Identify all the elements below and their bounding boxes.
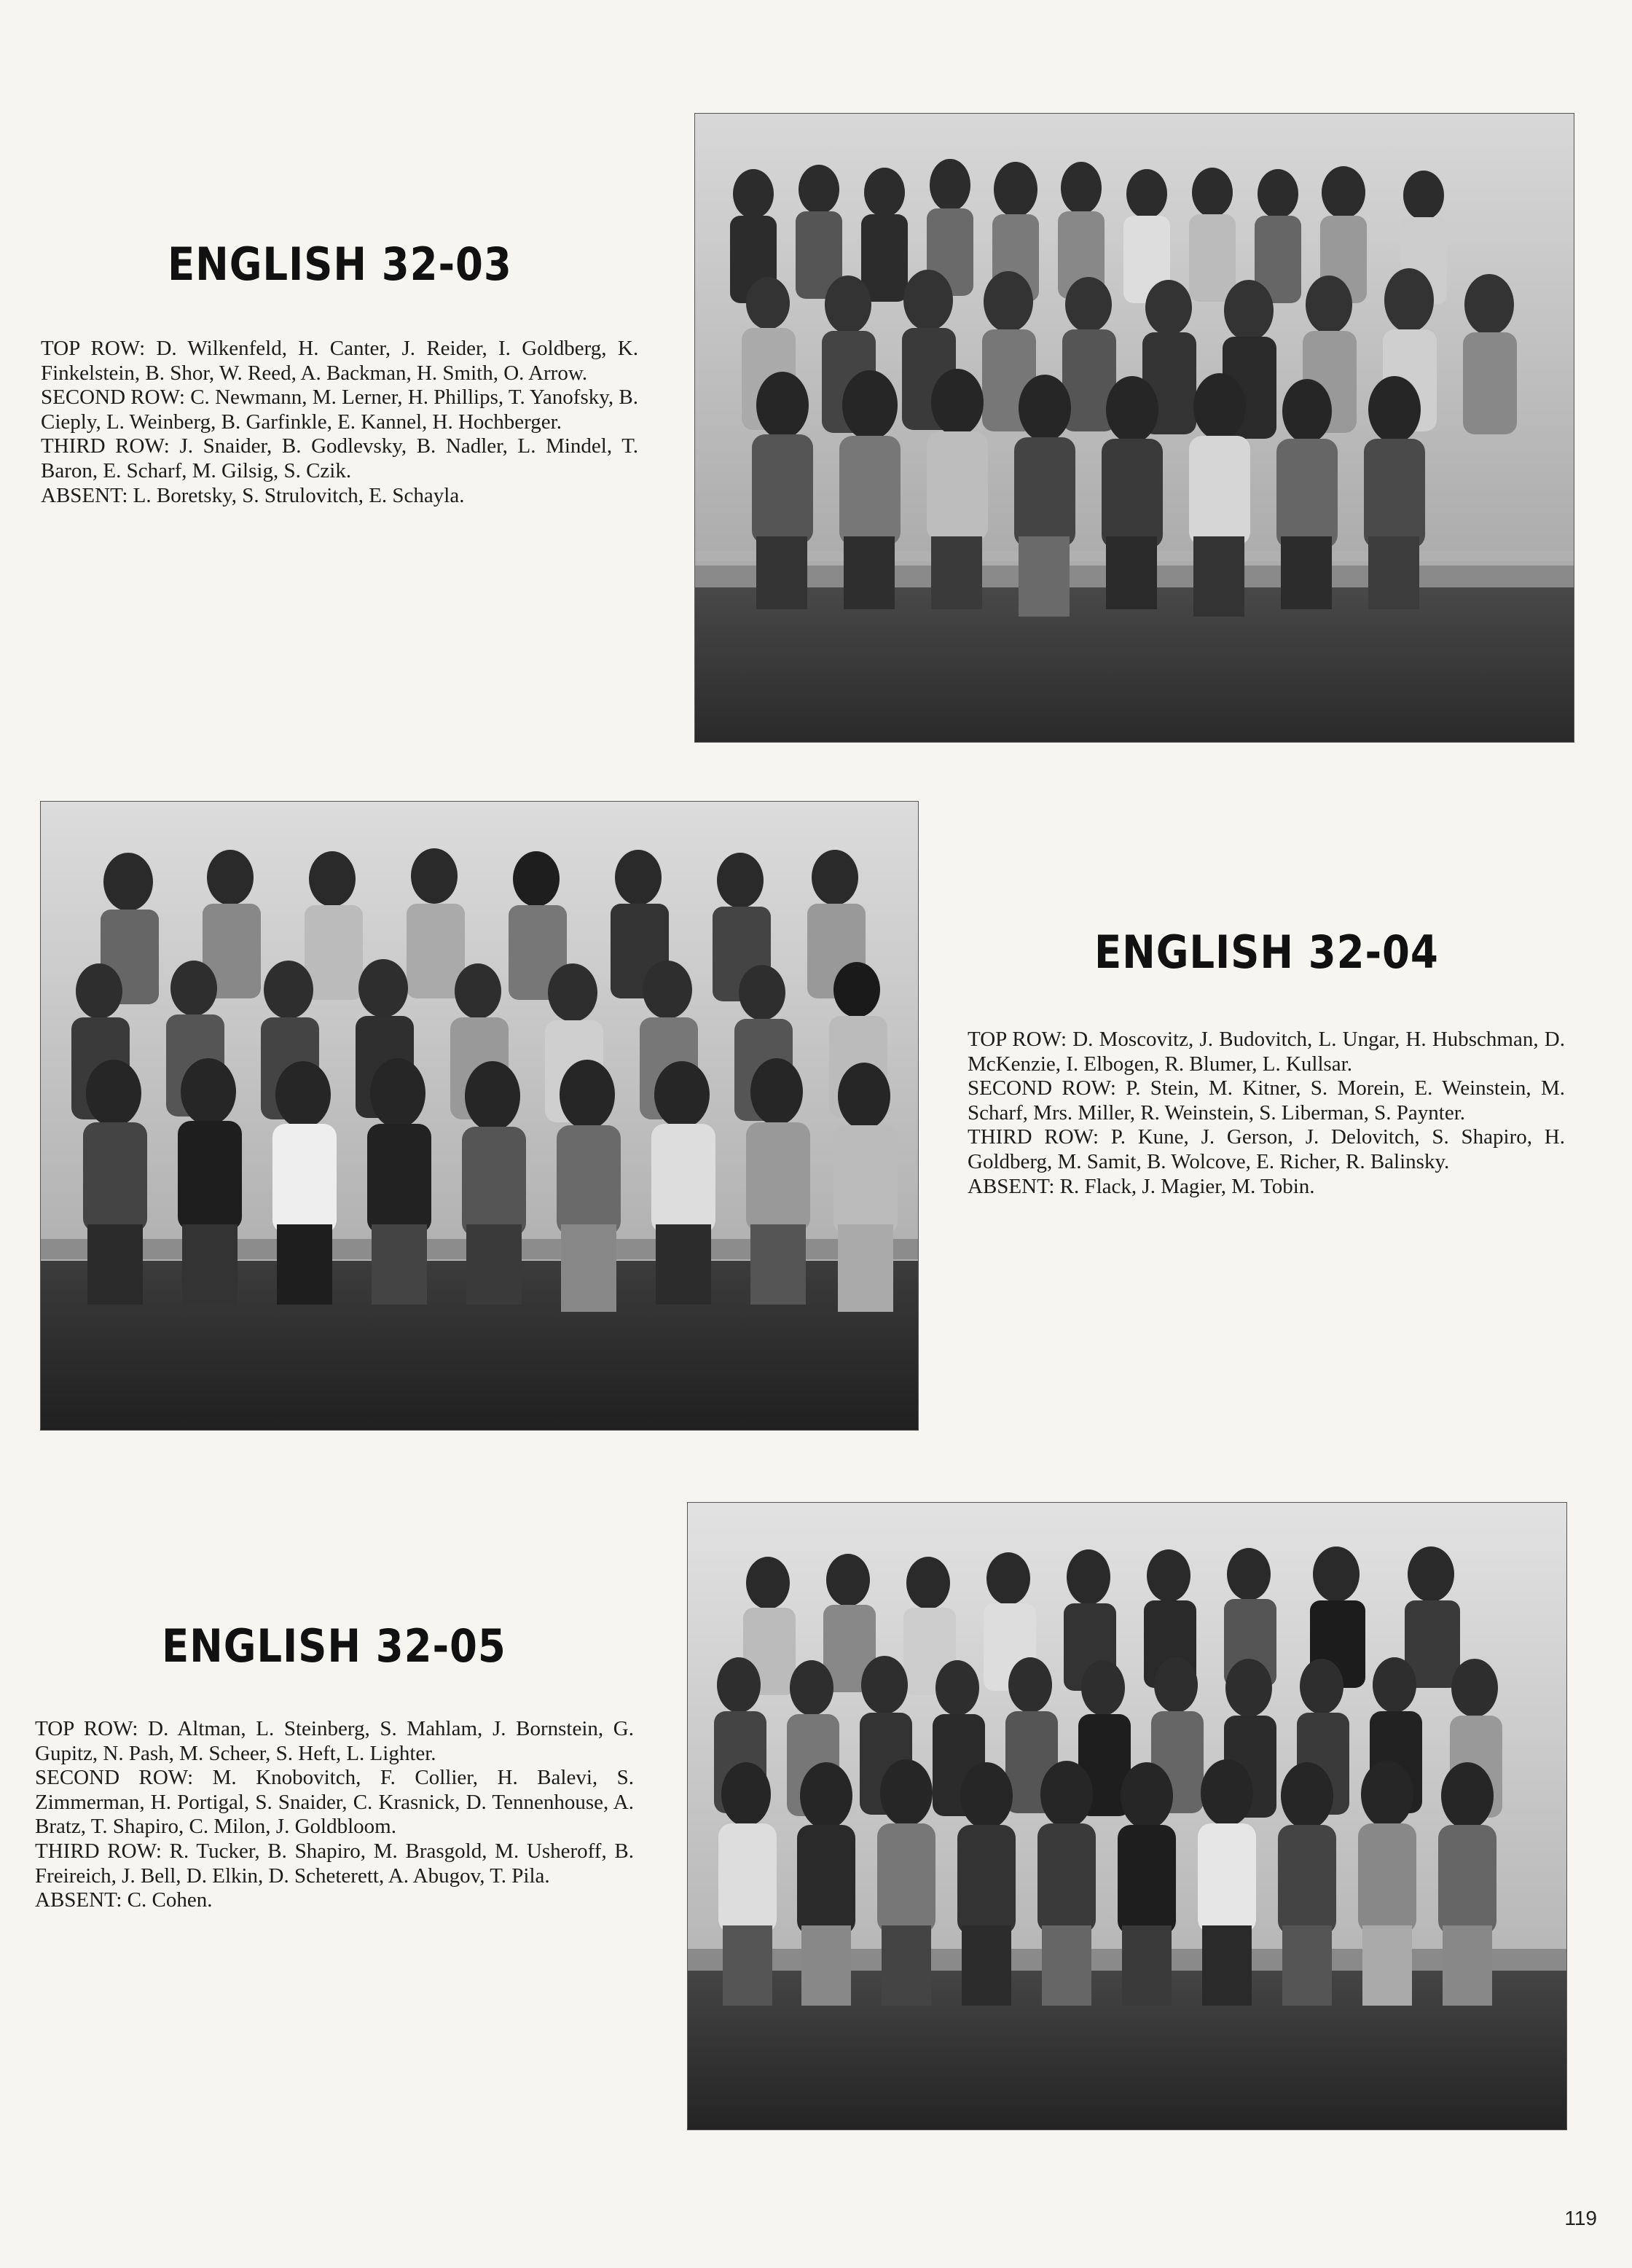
roster-third-row: THIRD ROW: J. Snaider, B. Godlevsky, B. Nadler, L. Mindel, T. Baron, E. Scharf, M. Gilsig, S. Czik. <box>41 434 638 482</box>
roster-top-row: TOP ROW: D. Wilkenfeld, H. Canter, J. Reider, I. Goldberg, K. Finkelstein, B. Shor, W. Reed, A. Backman, H. Smith, O. Arrow. <box>41 337 638 385</box>
class-photo-image <box>41 802 918 1430</box>
section-title-english-32-05: ENGLISH 32-05 <box>162 1619 506 1673</box>
roster-top-row: TOP ROW: D. Moscovitz, J. Budovitch, L. Ungar, H. Hubschman, D. McKenzie, I. Elbogen, R. Blumer, L. Kullsar. <box>968 1028 1565 1076</box>
roster-absent: ABSENT: C. Cohen. <box>35 1888 213 1912</box>
roster-top-row: TOP ROW: D. Altman, L. Steinberg, S. Mahlam, J. Bornstein, G. Gupitz, N. Pash, M. Scheer, S. Heft, L. Lighter. <box>35 1717 634 1765</box>
roster-second-row: SECOND ROW: P. Stein, M. Kitner, S. Morein, E. Weinstein, M. Scharf, Mrs. Miller, R. Weinstein, S. Liberman, S. Paynter. <box>968 1076 1565 1125</box>
roster-absent: ABSENT: L. Boretsky, S. Strulovitch, E. Schayla. <box>41 483 465 507</box>
class-photo-image <box>688 1503 1566 2130</box>
roster-caption-english-32-03 <box>41 337 638 508</box>
class-photo-english-32-05 <box>688 1503 1566 2130</box>
roster-third-row: THIRD ROW: P. Kune, J. Gerson, J. Delovitch, S. Shapiro, H. Goldberg, M. Samit, B. Wolcove, E. Richer, R. Balinsky. <box>968 1125 1565 1173</box>
roster-caption-english-32-05 <box>35 1717 634 1913</box>
section-title-english-32-03: ENGLISH 32-03 <box>168 238 512 291</box>
roster-caption-english-32-04 <box>968 1028 1565 1199</box>
roster-third-row: THIRD ROW: R. Tucker, B. Shapiro, M. Brasgold, M. Usheroff, B. Freireich, J. Bell, D. Elkin, D. Scheterett, A. Abugov, T. Pila. <box>35 1839 634 1888</box>
class-photo-english-32-03 <box>695 114 1574 742</box>
class-photo-image <box>695 114 1574 742</box>
roster-second-row: SECOND ROW: C. Newmann, M. Lerner, H. Phillips, T. Yanofsky, B. Cieply, L. Weinberg, B. Garfinkle, E. Kannel, H. Hochberger. <box>41 386 638 434</box>
page-number: 119 <box>1564 2207 1597 2229</box>
section-title-english-32-04: ENGLISH 32-04 <box>1094 926 1439 979</box>
roster-second-row: SECOND ROW: M. Knobovitch, F. Collier, H. Balevi, S. Zimmerman, H. Portigal, S. Snaider, C. Krasnick, D. Tennenhouse, A. Bratz, T. Shapiro, C. Milon, J. Goldbloom. <box>35 1766 634 1839</box>
roster-absent: ABSENT: R. Flack, J. Magier, M. Tobin. <box>968 1174 1315 1198</box>
class-photo-english-32-04 <box>41 802 918 1430</box>
